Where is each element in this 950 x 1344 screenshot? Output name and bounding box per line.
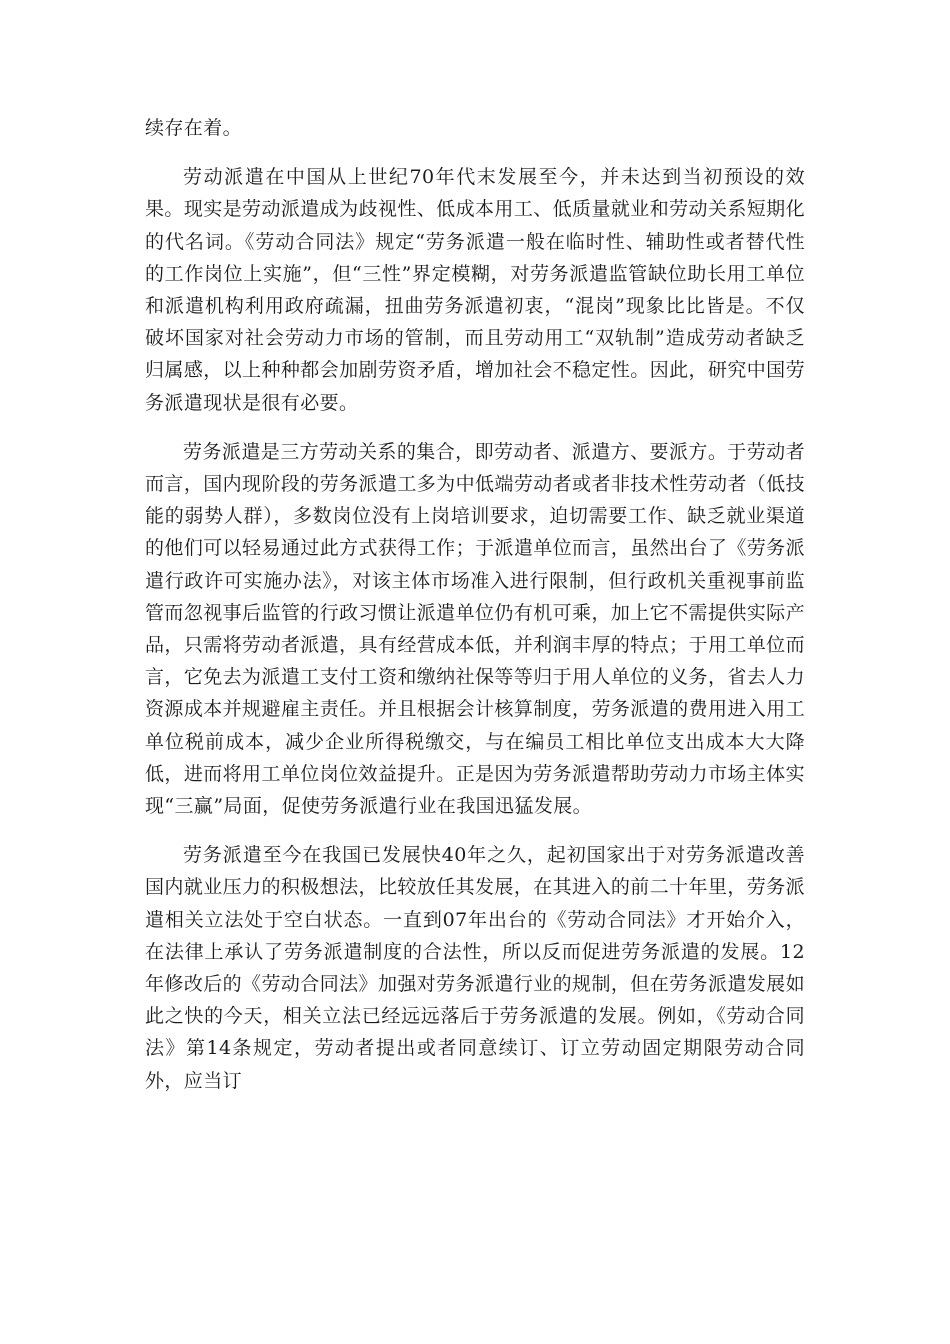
paragraph-continued: 续存在着。 bbox=[145, 117, 243, 139]
paragraph-labor-dispatch-status: 劳动派遣在中国从上世纪70年代末发展至今，并未达到当初预设的效果。现实是劳动派遣成为歧视性、低成本用工、低质量就业和劳动关系短期化的代名词。《劳动合同法》规定“劳务派遣一般在临时性、辅助性或者替代性的工作岗位上实施”，但“三性”界定模糊，对劳务派遣监管缺位助长用工单位和派遣机构利用政府疏漏，扭曲劳务派遣初衷，“混岗”现象比比皆是。不仅破坏国家对社会劳动力市场的管制，而且劳动用工“双轨制”造成劳动者缺乏归属感，以上种种都会加剧劳资矛盾，增加社会不稳定性。因此，研究中国劳务派遣现状是很有必要。 bbox=[145, 166, 805, 414]
paragraph-legislation-history: 劳务派遣至今在我国已发展快40年之久，起初国家出于对劳务派遣改善国内就业压力的积极想法，比较放任其发展，在其进入的前二十年里，劳务派遣相关立法处于空白状态。一直到07年出台的《劳动合同法》才开始介入，在法律上承认了劳务派遣制度的合法性，所以反而促进劳务派遣的发展。12年修改后的《劳动合同法》加强对劳务派遣行业的规制，但在劳务派遣发展如此之快的今天，相关立法已经远远落后于劳务派遣的发展。例如，《劳动合同法》第14条规定，劳动者提出或者同意续订、订立劳动固定期限劳动合同外，应当订 bbox=[145, 844, 805, 1092]
paragraph-three-party-relationship: 劳务派遣是三方劳动关系的集合，即劳动者、派遣方、要派方。于劳动者而言，国内现阶段的劳务派遣工多为中低端劳动者或者非技术性劳动者（低技能的弱势人群），多数岗位没有上岗培训要求，迫切需要工作、缺乏就业渠道的他们可以轻易通过此方式获得工作；于派遣单位而言，虽然出台了《劳务派遣行政许可实施办法》，对该主体市场准入进行限制，但行政机关重视事前监管而忽视事后监管的行政习惯让派遣单位仍有机可乘，加上它不需提供实际产品，只需将劳动者派遣，具有经营成本低，并利润丰厚的特点；于用工单位而言，它免去为派遣工支付工资和缴纳社保等等归于用人单位的义务，省去人力资源成本并规避雇主责任。并且根据会计核算制度，劳务派遣的费用进入用工单位税前成本，减少企业所得税缴交，与在编员工相比单位支出成本大大降低，进而将用工单位岗位效益提升。正是因为劳务派遣帮助劳动力市场主体实现“三赢”局面，促使劳务派遣行业在我国迅猛发展。 bbox=[145, 440, 805, 818]
body-text bbox=[145, 112, 805, 1114]
